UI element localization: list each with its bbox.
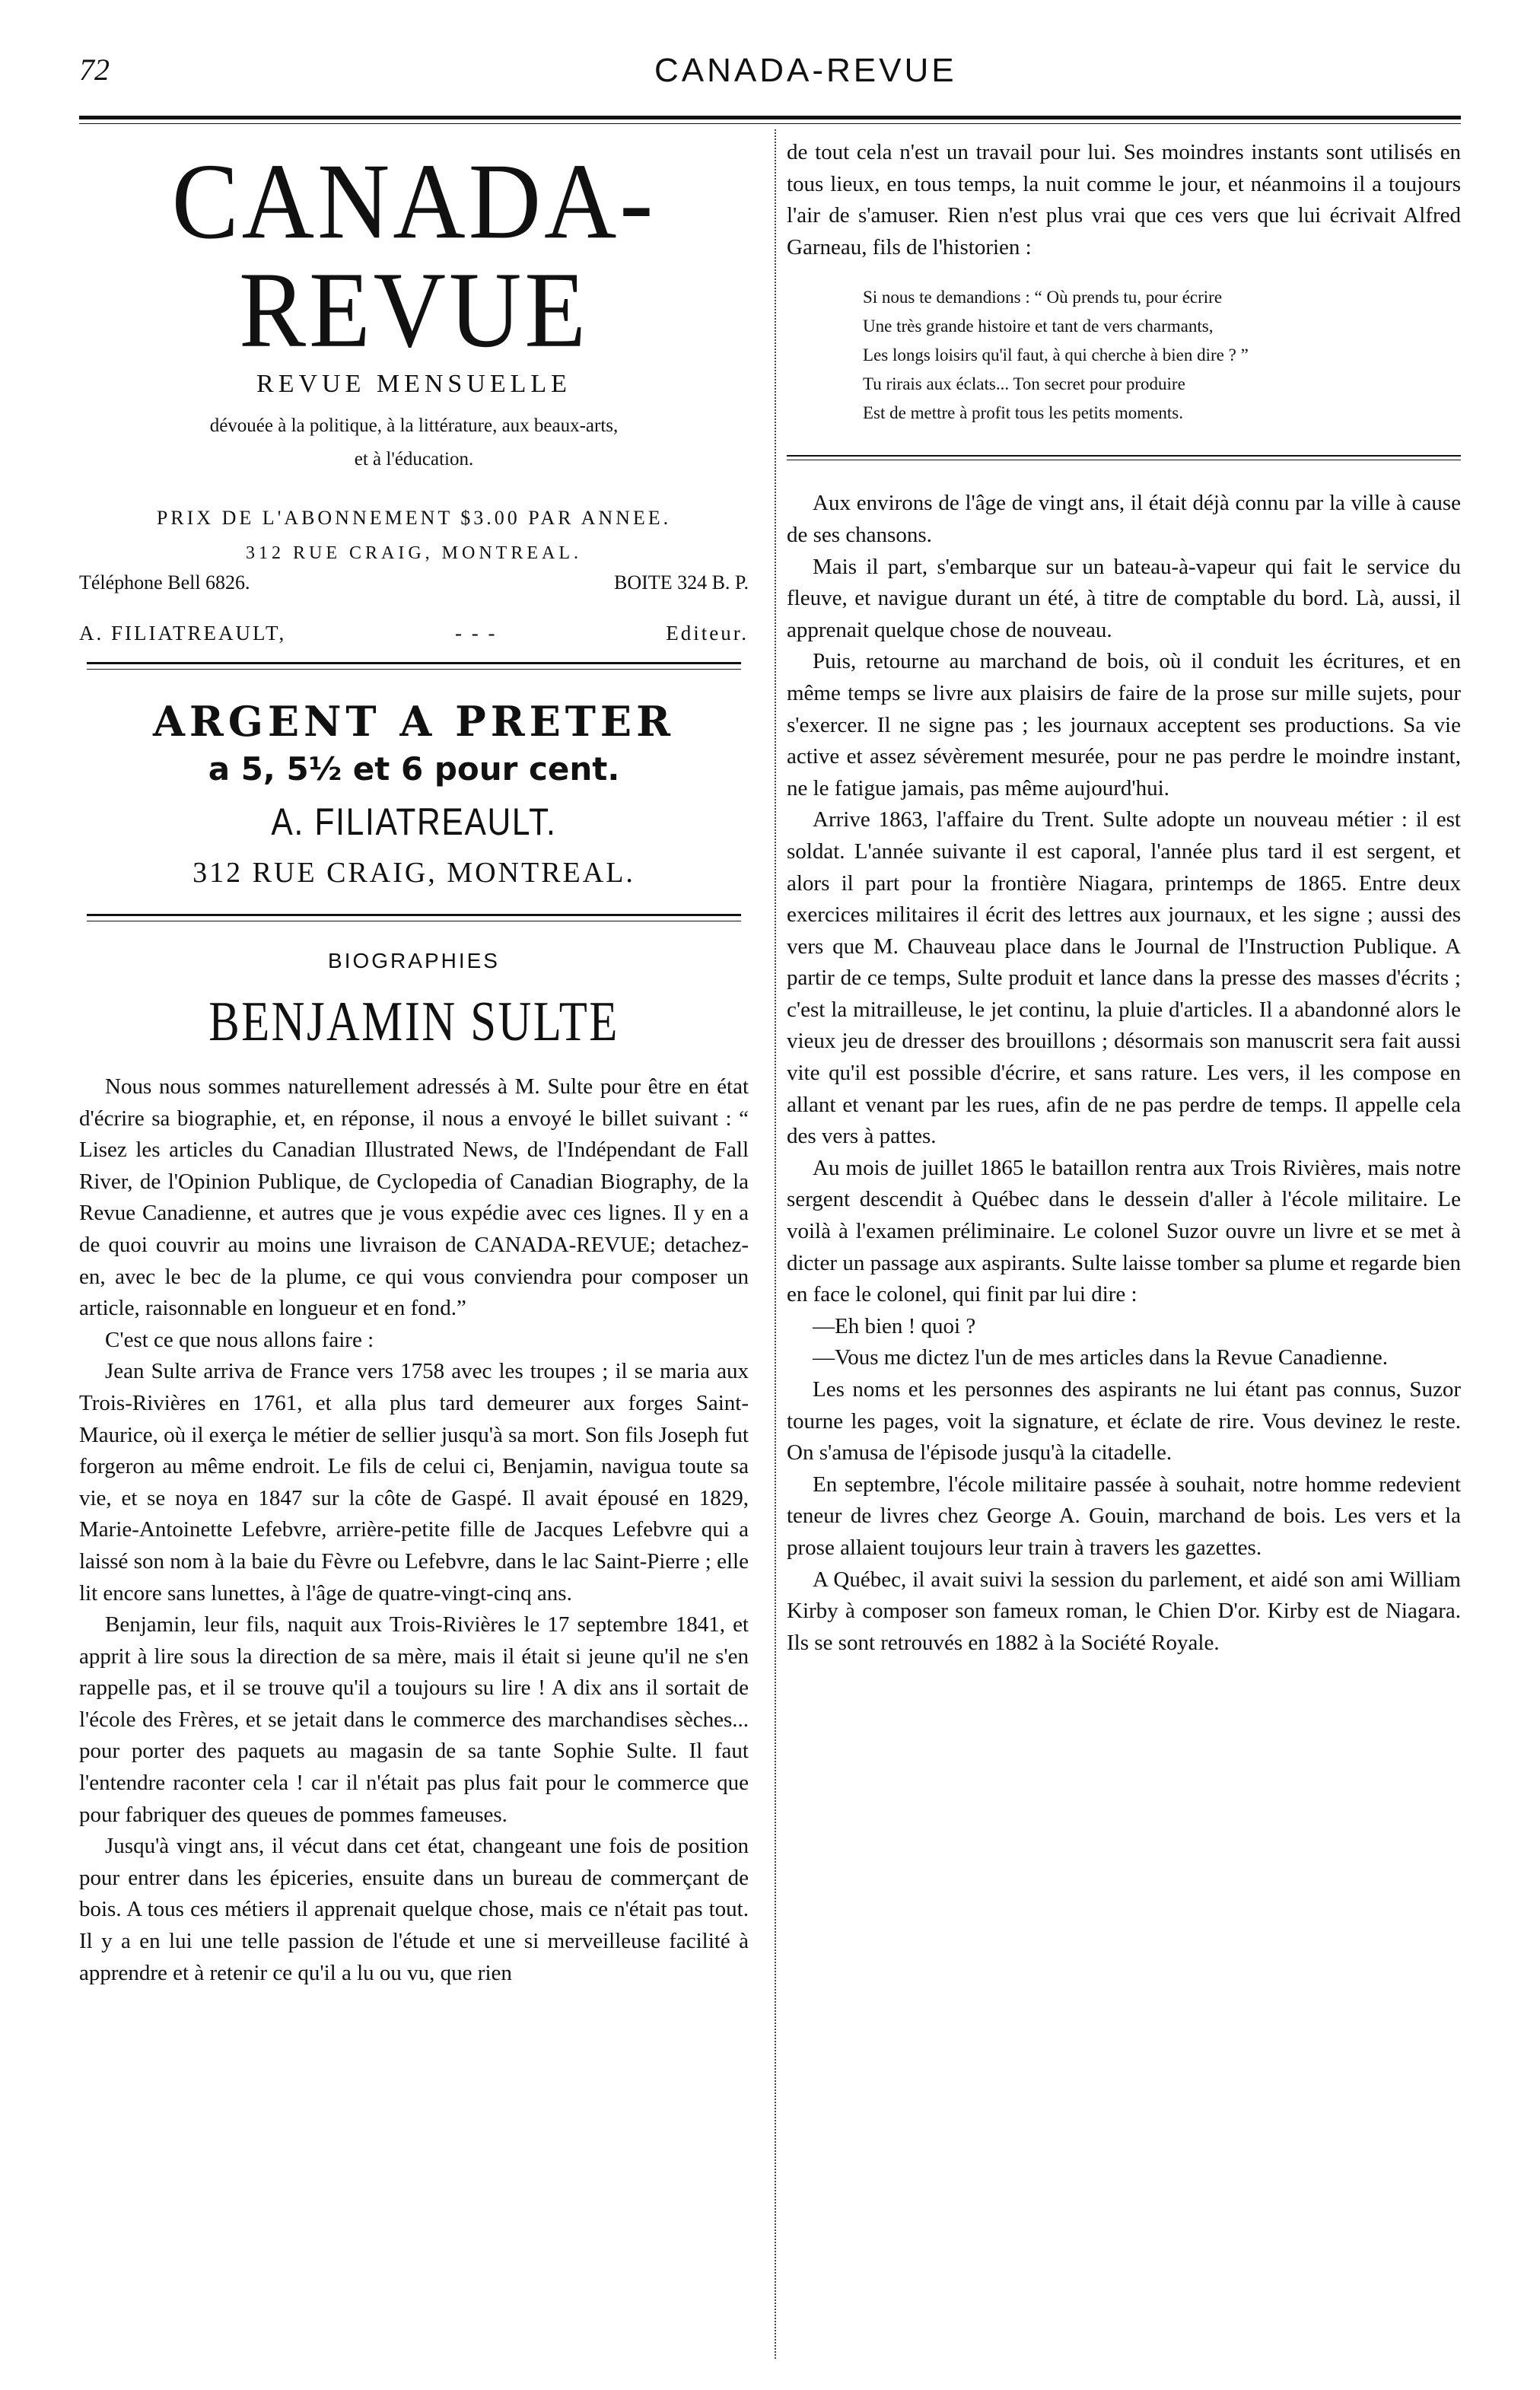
- poem: [863, 283, 1461, 428]
- paragraph: Mais il part, s'embarque sur un bateau-à-vapeur qui fait le service du fleuve, et navigue durant un été, à titre de comptable du bord. Là, aussi, il apprenait quelque chose de nouveau.: [787, 554, 1461, 642]
- poem-rule: [787, 455, 1461, 460]
- poem-line: Si nous te demandions : “ Où prends tu, pour écrire: [863, 288, 1223, 307]
- paragraph: Jusqu'à vingt ans, il vécut dans cet état, changeant une fois de position pour entrer dans les épiceries, ensuite dans un bureau de commerçant de bois. A tous ces métiers il apprenait quelque chose, mais ce n'était pas tout. Il y a en lui une telle passion de l'étude et une si merveilleuse facilité à apprendre et à retenir ce qu'il a lu ou vu, que rien: [79, 1834, 749, 1985]
- paragraph: C'est ce que nous allons faire :: [105, 1327, 374, 1352]
- paragraph: Les noms et les personnes des aspirants ne lui étant pas connus, Suzor tourne les pages, voit la signature, et éclate de rire. Vous devinez le reste. On s'amusa de l'épisode jusqu'à la citadelle.: [787, 1377, 1461, 1466]
- paragraph: —Vous me dictez l'un de mes articles dans la Revue Canadienne.: [813, 1345, 1389, 1370]
- section-heading: BIOGRAPHIES: [328, 949, 500, 972]
- masthead-description-1: dévouée à la politique, à la littérature, aux beaux-arts,: [209, 415, 619, 436]
- paragraph: Arrive 1863, l'affaire du Trent. Sulte adopte un nouveau métier : il est soldat. L'année suivante il est caporal, l'année plus tard il est sergent, et alors il part pour la frontière Niagara, printemps de 1865. Entre deux exercices militaires il écrit des lettres aux journaux, et les signe ; aussi des vers que M. Chauveau place dans le Journal de l'Instruction Publique. A partir de ce temps, Sulte produit et lance dans la presse des masses d'écrits ; c'est la mitrailleuse, le jet continu, la pluie d'articles. Il a abandonné alors le vieux jeu de dresser des brouillons ; désormais son manuscrit sera fait aussi vite qu'il est possible d'écrire, et sans rature. Les vers, il les compose en allant et venant par les rues, afin de ne pas perdre de temps. Il appelle cela des vers à pattes.: [787, 807, 1461, 1149]
- masthead-title: CANADA-REVUE: [171, 140, 657, 371]
- contact-line: [79, 571, 749, 594]
- post-box: BOITE 324 B. P.: [614, 571, 749, 594]
- paragraph: Jean Sulte arriva de France vers 1758 avec les troupes ; il se maria aux Trois-Rivières en 1761, et alla plus tard demeurer aux forges Saint-Maurice, où il exerça le métier de sellier jusqu'à sa mort. Son fils Joseph fut forgeron au même endroit. Le fils de celui ci, Benjamin, navigua toute sa vie, et se noya en 1847 sur la côte de Gaspé. Il avait épousé en 1829, Marie-Antoinette Lefebvre, arrière-petite fille de Jacques Lefebvre qui a laissé son nom à la baie du Fèvre ou Lefebvre, dans le lac Saint-Pierre ; elle lit encore sans lunettes, à l'âge de quatre-vingt-cinq ans.: [79, 1359, 749, 1606]
- editor-role: Editeur.: [666, 622, 749, 644]
- paragraph: Benjamin, leur fils, naquit aux Trois-Rivières le 17 septembre 1841, et apprit à lire sous la direction de sa mère, mais il était si jeune qu'il ne s'en rappelle pas, et il se trouve qu'il a toujours su lire ! A dix ans il sortait de l'école des Frères, et se jetait dans le commerce des marchandises sèches... pour porter des paquets au magasin de sa tante Sophie Sulte. Il faut l'entendre raconter cela ! car il n'était pas plus fait pour le commerce que pour fabriquer des queues de pommes fameuses.: [79, 1612, 749, 1827]
- paragraph: Puis, retourne au marchand de bois, où il conduit les écritures, et en même temps se livre aux plaisirs de faire de la prose sur mille sujets, pour s'exercer. Il ne signe pas ; les journaux acceptent ses productions. Sa vie active et assez sévèrement mesurée, pour ne pas perdre le moindre instant, ne le fatigue jamais, pas même aujourd'hui.: [787, 649, 1461, 800]
- article-title: BENJAMIN SULTE: [208, 991, 619, 1053]
- masthead-rule: [87, 662, 741, 670]
- paragraph: En septembre, l'école militaire passée à souhait, notre homme redevient teneur de livres chez George A. Gouin, marchand de bois. Les vers et la prose allaient toujours leur train à travers les gazettes.: [787, 1472, 1461, 1560]
- header-rule-thin: [79, 123, 1461, 124]
- column-separator: [775, 129, 776, 2359]
- subscription-price: PRIX DE L'ABONNEMENT $3.00 PAR ANNEE.: [156, 507, 672, 529]
- advert-rates: a 5, 5½ et 6 pour cent.: [208, 750, 620, 788]
- advert-name: A. FILIATREAULT.: [271, 800, 557, 843]
- paragraph: de tout cela n'est un travail pour lui. Ses moindres instants sont utilisés en tous lieux, en tous temps, la nuit comme le jour, et néanmoins il a toujours l'air de s'amuser. Rien n'est plus vrai que ces vers que lui écrivait Alfred Garneau, fils de l'historien :: [787, 140, 1461, 259]
- poem-line: Tu rirais aux éclats... Ton secret pour produire: [863, 374, 1185, 394]
- paragraph: A Québec, il avait suivi la session du parlement, et aidé son ami William Kirby à composer son fameux roman, le Chien D'or. Kirby est de Niagara. Ils se sont retrouvés en 1882 à la Société Royale.: [787, 1567, 1461, 1655]
- poem-line: Les longs loisirs qu'il faut, à qui cherche à bien dire ? ”: [863, 345, 1249, 365]
- poem-line: Est de mettre à profit tous les petits moments.: [863, 403, 1183, 423]
- right-column: [787, 137, 1461, 1659]
- header-rule: [79, 116, 1461, 119]
- page-number: 72: [79, 53, 110, 87]
- advert-address: 312 RUE CRAIG, MONTREAL.: [192, 857, 635, 889]
- editor-name: A. FILIATREAULT,: [79, 622, 287, 644]
- advert-rule: [87, 914, 741, 921]
- masthead-address: 312 RUE CRAIG, MONTREAL.: [246, 543, 582, 563]
- masthead-description-2: et à l'éducation.: [354, 449, 474, 469]
- paragraph: —Eh bien ! quoi ?: [813, 1313, 976, 1338]
- advert-headline: ARGENT A PRETER: [153, 697, 675, 746]
- poem-line: Une très grande histoire et tant de vers charmants,: [863, 317, 1214, 336]
- left-column: [79, 137, 749, 1989]
- paragraph: Aux environs de l'âge de vingt ans, il était déjà connu par la ville à cause de ses chansons.: [787, 491, 1461, 547]
- editor-dashes: - - -: [455, 622, 498, 644]
- paragraph: Au mois de juillet 1865 le bataillon rentra aux Trois Rivières, mais notre sergent descendit à Québec dans le dessein d'aller à l'école militaire. Le voilà à l'examen préliminaire. Le colonel Suzor ouvre un livre et se met à dicter un passage aux aspirants. Sulte laisse tomber sa plume et regarde bien en face le colonel, qui finit par lui dire :: [787, 1155, 1461, 1307]
- masthead-subtitle: REVUE MENSUELLE: [256, 370, 571, 398]
- editor-line: [79, 622, 749, 645]
- running-title: CANADA-REVUE: [654, 52, 957, 89]
- paragraph: Nous nous sommes naturellement adressés à M. Sulte pour être en état d'écrire sa biographie, et, en réponse, il nous a envoyé le billet suivant : “ Lisez les articles du Canadian Illustrated News, de l'Indépendant de Fall River, de l'Opinion Publique, de Cyclopedia of Canadian Biography, de la Revue Canadienne, et autres que je vous expédie avec ces lignes. Il y en a de quoi couvrir au moins une livraison de CANADA-REVUE; detachez-en, avec le bec de la plume, ce qui vous conviendra pour composer un article, raisonnable en longueur et en fond.”: [79, 1074, 749, 1321]
- telephone: Téléphone Bell 6826.: [79, 571, 250, 594]
